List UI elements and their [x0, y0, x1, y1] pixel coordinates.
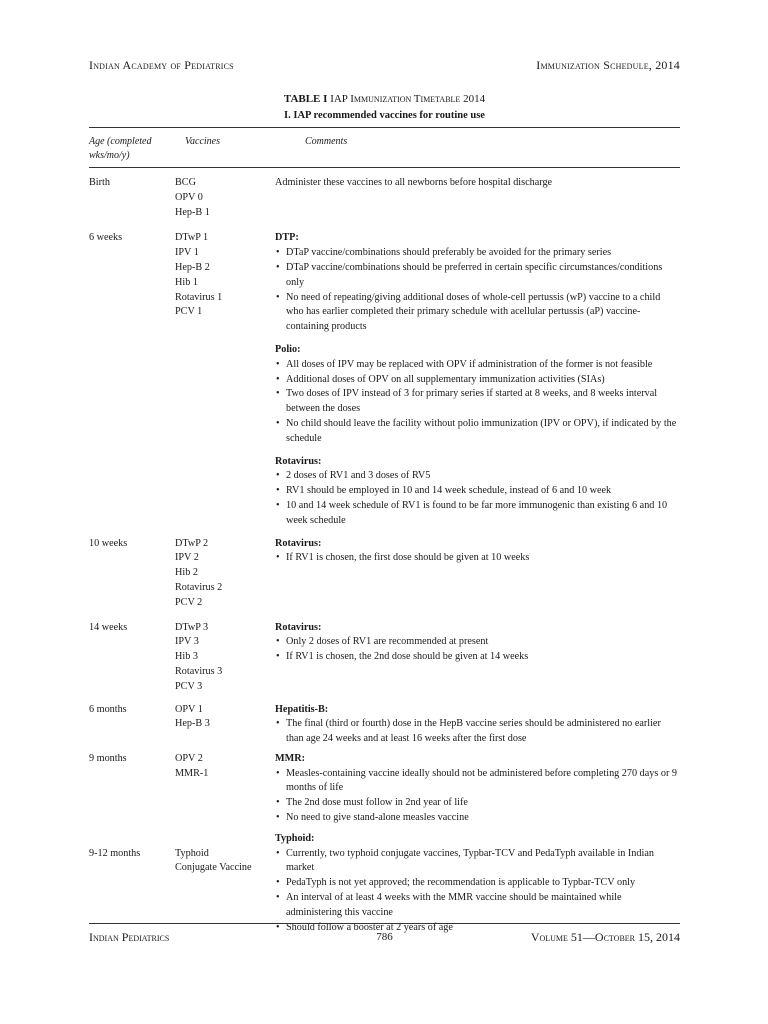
comment-bullet-item: • 2 doses of RV1 and 3 doses of RV5	[275, 469, 680, 484]
footer-volume-date: Volume 51—October 15, 2014	[530, 930, 680, 944]
row-age-cell: 9-12 months	[89, 847, 141, 859]
comment-section-title: Rotavirus:	[275, 621, 322, 633]
column-header-vaccines: Vaccines	[185, 136, 220, 147]
vaccine-name: IPV 2	[175, 552, 199, 564]
page-number: 786	[376, 931, 393, 943]
comment-bullet-item: • An interval of at least 4 weeks with the MMR vaccine should be maintained while administering this vaccine	[275, 891, 680, 921]
comment-section-title: Hepatitis-B:	[275, 703, 329, 715]
comment-bullet-list	[275, 469, 680, 528]
comment-section	[275, 537, 680, 567]
comment-section-title: Rotavirus:	[275, 455, 322, 467]
comment-bullet-item: • If RV1 is chosen, the first dose should be given at 10 weeks	[275, 551, 680, 566]
vaccine-name: Hib 2	[175, 567, 198, 579]
comment-bullet-item: • Two doses of IPV instead of 3 for primary series if started at 8 weeks, and 8 weeks interval between the doses	[275, 387, 680, 417]
vaccine-name: Hep-B 1	[175, 206, 210, 218]
vaccine-name: PCV 3	[175, 680, 203, 692]
footer-journal-name: Indian Pediatrics	[89, 930, 170, 944]
comment-section	[275, 752, 680, 826]
comment-bullet-list	[275, 246, 680, 335]
comment-bullet-item: • The 2nd dose must follow in 2nd year of life	[275, 796, 680, 811]
comment-section-title: Polio:	[275, 343, 301, 355]
comment-bullet-item: • 10 and 14 week schedule of RV1 is found to be far more immunogenic than existing 6 and 10 week schedule	[275, 499, 680, 529]
comment-section-title: Rotavirus:	[275, 537, 322, 549]
row-vaccines-cell	[175, 231, 275, 528]
comment-section	[275, 231, 680, 335]
vaccine-name: OPV 0	[175, 191, 203, 203]
table-row	[89, 621, 680, 695]
row-age-cell: 6 months	[89, 703, 127, 715]
comment-bullet-item: • DTaP vaccine/combinations should preferably be avoided for the primary series	[275, 246, 680, 261]
vaccine-name: Rotavirus 1	[175, 291, 223, 303]
comment-bullet-list	[275, 358, 680, 447]
row-vaccines-cell	[175, 703, 275, 747]
vaccine-name: IPV 1	[175, 247, 199, 259]
column-header-age: Age (completed wks/mo/y)	[89, 136, 152, 161]
table-subtitle: I. IAP recommended vaccines for routine use	[284, 110, 485, 121]
row-comments-cell	[275, 231, 680, 528]
vaccine-name: Hep-B 3	[175, 718, 210, 730]
comment-bullet-item: • Additional doses of OPV on all supplementary immunization activities (SIAs)	[275, 373, 680, 388]
comment-bullet-item: • No child should leave the facility without polio immunization (IPV or OPV), if indicated by the schedule	[275, 417, 680, 447]
row-comments-cell	[275, 832, 680, 936]
vaccine-name	[175, 832, 275, 847]
comment-bullet-item: • Only 2 doses of RV1 are recommended at present	[275, 635, 680, 650]
header-journal-name: Indian Academy of Pediatrics	[89, 58, 234, 72]
comment-bullet-item: • DTaP vaccine/combinations should be preferred in certain specific circumstances/conditions only	[275, 261, 680, 291]
comment-section-title: MMR:	[275, 752, 305, 764]
comment-bullet-item: • RV1 should be employed in 10 and 14 week schedule, instead of 6 and 10 week	[275, 484, 680, 499]
column-header-comments: Comments	[305, 136, 348, 147]
comment-bullet-item: • Should follow a booster at 2 years of age	[275, 921, 680, 936]
table-title-text: IAP Immunization Timetable 2014	[330, 93, 486, 105]
table-body	[89, 176, 680, 935]
comment-section	[275, 832, 680, 936]
row-age-cell: 10 weeks	[89, 537, 128, 549]
comment-bullet-item: • All doses of IPV may be replaced with OPV if administration of the former is not feasible	[275, 358, 680, 373]
comment-bullet-list	[275, 717, 680, 747]
table-row	[89, 703, 680, 747]
vaccine-name: Hib 3	[175, 651, 198, 663]
row-age-cell: 6 weeks	[89, 232, 123, 244]
row-comments-cell	[275, 752, 680, 826]
vaccine-name: Hep-B 2	[175, 261, 210, 273]
vaccine-name: MMR-1	[175, 767, 209, 779]
vaccine-name: DTwP 3	[175, 621, 209, 633]
comment-bullet-list	[275, 767, 680, 826]
row-age-cell: Birth	[89, 177, 110, 188]
vaccine-name: DTwP 2	[175, 537, 209, 549]
comment-bullet-item: • No need of repeating/giving additional doses of whole-cell pertussis (wP) vaccine to a child who has earlier completed their primary schedule with acellular pertussis (aP) vaccine-containing products	[275, 291, 680, 335]
row-vaccines-cell	[175, 832, 275, 936]
vaccine-name: Rotavirus 3	[175, 665, 223, 677]
row-age-cell: 9 months	[89, 752, 127, 764]
row-vaccines-cell	[175, 621, 275, 695]
row-vaccines-cell	[175, 752, 275, 826]
table-row	[89, 537, 680, 611]
comment-bullet-item: • The final (third or fourth) dose in the HepB vaccine series should be administered no earlier than age 24 weeks and at least 16 weeks after the first dose	[275, 717, 680, 747]
comment-section-title: DTP:	[275, 232, 299, 244]
comment-bullet-item: • PedaTyph is not yet approved; the recommendation is applicable to Typbar-TCV only	[275, 876, 680, 891]
comment-section-title: Typhoid:	[275, 832, 315, 844]
row-vaccines-cell	[175, 176, 275, 220]
vaccine-name: PCV 2	[175, 596, 203, 608]
comment-section	[275, 343, 680, 447]
vaccine-name: BCG	[175, 177, 196, 188]
header-article-title: Immunization Schedule, 2014	[536, 58, 680, 72]
table-top-rule	[89, 127, 680, 128]
comment-section	[275, 455, 680, 529]
vaccine-name: Conjugate Vaccine	[175, 862, 252, 874]
comment-bullet-list	[275, 551, 680, 566]
row-comments-cell	[275, 537, 680, 611]
row-vaccines-cell	[175, 537, 275, 611]
comment-bullet-item: • Currently, two typhoid conjugate vaccines, Typbar-TCV and PedaTyph available in Indian market	[275, 847, 680, 877]
vaccine-name: IPV 3	[175, 636, 199, 648]
vaccine-name: Typhoid	[175, 847, 209, 859]
vaccine-name: OPV 2	[175, 752, 203, 764]
row-comments-cell	[275, 176, 680, 220]
table-row	[89, 231, 680, 528]
table-row	[89, 176, 680, 220]
comment-bullet-item: • If RV1 is chosen, the 2nd dose should be given at 14 weeks	[275, 650, 680, 665]
row-comments-cell	[275, 703, 680, 747]
table-bottom-rule	[89, 923, 680, 924]
table-label: TABLE I	[283, 93, 328, 105]
vaccine-name: OPV 1	[175, 703, 203, 715]
row-age-cell: 14 weeks	[89, 621, 128, 633]
running-header	[89, 58, 680, 73]
comment-bullet-item: • No need to give stand-alone measles vaccine	[275, 811, 680, 826]
running-footer	[89, 930, 680, 945]
table-header-rule	[89, 167, 680, 168]
vaccine-name: PCV 1	[175, 306, 203, 318]
comment-section	[275, 703, 680, 747]
vaccine-name: Hib 1	[175, 276, 198, 288]
comment-section	[275, 621, 680, 665]
comment-bullet-list	[275, 635, 680, 665]
table-title	[89, 93, 680, 105]
row-comments-cell	[275, 621, 680, 695]
table-row	[89, 832, 680, 936]
comment-bullet-item: • Measles-containing vaccine ideally should not be administered before completing 270 days or 9 months of life	[275, 767, 680, 797]
table-row	[89, 752, 680, 826]
vaccine-name: Rotavirus 2	[175, 581, 223, 593]
comment-text: Administer these vaccines to all newborns before hospital discharge	[275, 177, 553, 188]
vaccine-name: DTwP 1	[175, 232, 209, 244]
